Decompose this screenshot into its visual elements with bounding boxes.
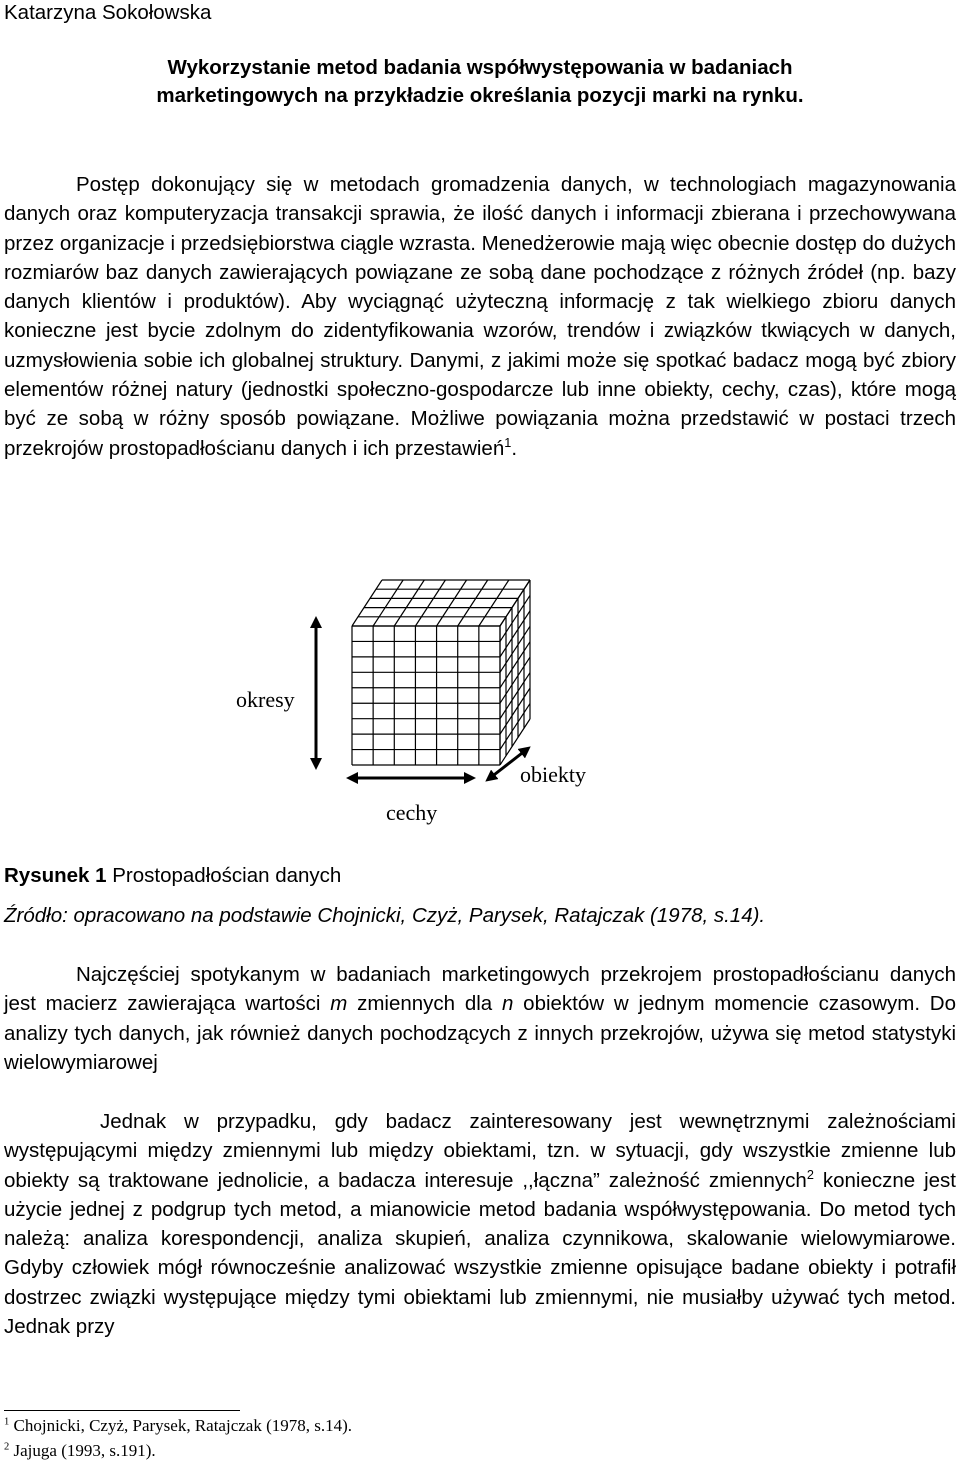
- paragraph-3-text-a: Jednak w przypadku, gdy badacz zainteresowany jest wewnętrznymi zależnościami występującymi między zmiennymi lub między obiektami, tzn. w sytuacji, gdy wszystkie zmienne lub obiekty są traktowane jednolicie, a badacza interesuje ,,łączna” zależność zmiennych: [4, 1110, 956, 1192]
- footnote-separator: [4, 1410, 240, 1411]
- paragraph-2-text-b: zmiennych dla: [347, 992, 502, 1016]
- footnote-2-number: 2: [4, 1441, 10, 1453]
- footnote-2: [4, 1438, 352, 1463]
- intro-paragraph: [4, 170, 956, 463]
- footnote-2-text: Jajuga (1993, s.191).: [9, 1441, 156, 1460]
- footnotes: [4, 1413, 352, 1463]
- label-obiekty: obiekty: [520, 762, 586, 787]
- paragraph-2-text-c: obiektów w jednym momencie czasowym. Do analizy tych danych, jak również danych pochodzących z innych przekrojów, używa się metod statystyki wielowymiarowej: [4, 992, 957, 1074]
- label-okresy: okresy: [236, 687, 295, 712]
- cube-top-face: [352, 580, 530, 626]
- intro-text: Postęp dokonujący się w metodach gromadzenia danych, w technologiach magazynowania danych oraz komputeryzacja transakcji sprawia, że ilość danych i informacji zbierana i przechowywana przez organizacje i przedsiębiorstwa ciągle wzrasta. Menedżerowie mają więc obecnie dostęp do dużych rozmiarów baz danych zawierających powiązane ze sobą dane pochodzące z różnych źródeł (np. bazy danych klientów i produktów). Aby wyciągnąć użyteczną informację z tak wielkiego zbioru danych konieczne jest bycie zdolnym do zidentyfikowania wzorów, trendów i związków tkwiących w danych, uzmysłowienia sobie ich globalnej struktury. Danymi, z jakimi może się spotkać badacz mogą być zbiory elementów różnej natury (jednostki społeczno-gospodarcze lub inne obiekty, cechy, czas), które mogą być ze sobą w różny sposób powiązane. Możliwe powiązania można przedstawić w postaci trzech przekrojów prostopadłościanu danych i ich przestawień: [4, 173, 956, 460]
- paragraph-3: [4, 1107, 956, 1341]
- footnote-1-text: Chojnicki, Czyż, Parysek, Ratajczak (1978, s.14).: [9, 1416, 353, 1435]
- footnote-ref-2[interactable]: 2: [806, 1166, 814, 1182]
- data-cube-figure: [0, 570, 960, 850]
- figure-caption: [4, 862, 341, 890]
- paper-title: [0, 54, 960, 110]
- footnote-ref-1[interactable]: 1: [504, 434, 512, 450]
- title-line-1: Wykorzystanie metod badania współwystępowania w badaniach: [167, 56, 793, 79]
- paragraph-2: [4, 960, 956, 1077]
- figure-caption-label: Rysunek 1: [4, 864, 107, 887]
- figure-source: Źródło: opracowano na podstawie Chojnicki, Czyż, Parysek, Ratajczak (1978, s.14).: [4, 904, 766, 927]
- intro-end: .: [511, 436, 518, 460]
- footnote-1: [4, 1413, 352, 1438]
- author-name: Katarzyna Sokołowska: [4, 1, 212, 24]
- title-line-2: marketingowych na przykładzie określania pozycji marki na rynku.: [156, 84, 804, 107]
- cube-front-face: [352, 626, 500, 765]
- label-cechy: cechy: [386, 800, 438, 825]
- paragraph-2-text-a: Najczęściej spotykanym w badaniach marketingowych przekrojem prostopadłościanu danych jest macierz zawierająca wartości: [4, 963, 956, 1016]
- variable-n: n: [501, 992, 514, 1016]
- footnote-1-number: 1: [4, 1416, 10, 1428]
- figure-caption-text: Prostopadłościan danych: [106, 864, 342, 887]
- variable-m: m: [330, 992, 348, 1016]
- paragraph-3-text-b: konieczne jest użycie jednej z podgrup tych metod, a mianowicie metod badania współwystępowania. Do metod tych należą: analiza korespondencji, analiza skupień, analiza czynnikowa, skalowanie wielowymiarowe. Gdyby człowiek mógł równocześnie analizować wszystkie zmienne opisujące badane obiekty i potrafił dostrzec związki występujące między tymi obiektami lub zmiennymi, nie musiałby używać tych metod. Jednak przy: [4, 1168, 956, 1339]
